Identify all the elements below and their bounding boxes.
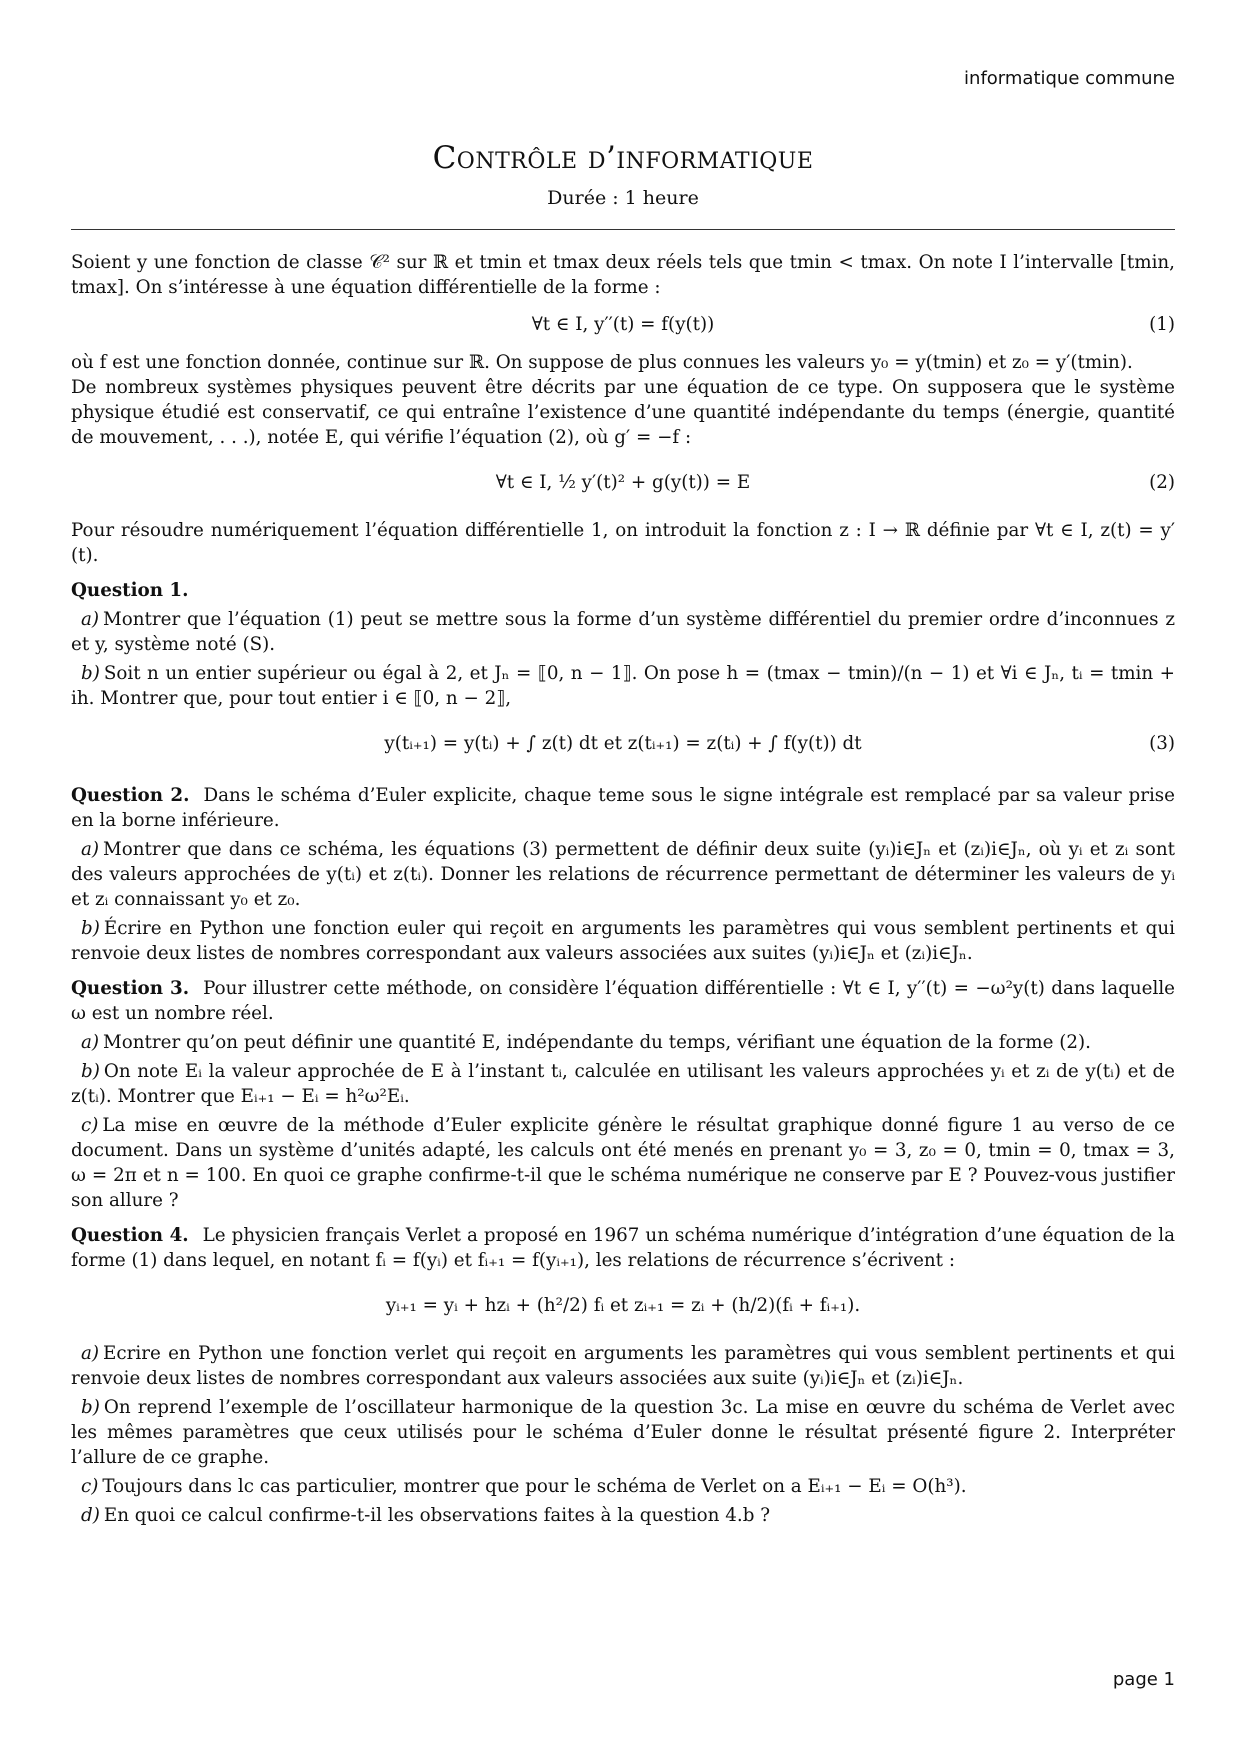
question-4-title: Question 4. (71, 1225, 189, 1246)
question-1a-text: Montrer que l’équation (1) peut se mettre sous la forme d’un système différentiel du premier ordre d’inconnues z et y, système noté (S). (71, 609, 1175, 655)
question-4-text: Le physicien français Verlet a proposé en 1967 un schéma numérique d’intégration d’une équation de la forme (1) dans lequel, en notant fᵢ = f(yᵢ) et fᵢ₊₁ = f(yᵢ₊₁), les relations de récurrence s’écrivent : (71, 1225, 1175, 1271)
question-3c (71, 1113, 1175, 1213)
equation-4 (71, 1277, 1175, 1335)
question-4c-text: Toujours dans lc cas particulier, montrer que pour le schéma de Verlet on a Eᵢ₊₁ − Eᵢ = O(h³). (102, 1476, 967, 1497)
question-3a-label: a) (81, 1032, 100, 1053)
page-title: Contrôle d’informatique (432, 140, 814, 176)
question-3b-label: b) (81, 1061, 100, 1082)
question-2-title: Question 2. (71, 785, 190, 806)
question-4a (71, 1341, 1175, 1391)
equation-3 (71, 715, 1175, 773)
equation-2 (71, 454, 1175, 512)
question-3c-label: c) (81, 1115, 99, 1136)
intro-paragraph-2: où f est une fonction donnée, continue sur ℝ. On suppose de plus connues les valeurs y₀ = y(tmin) et z₀ = y′(tmin). (71, 352, 1133, 373)
main-content (71, 250, 1175, 1528)
question-3b (71, 1059, 1175, 1109)
equation-3-body: y(tᵢ₊₁) = y(tᵢ) + ∫ z(t) dt et z(tᵢ₊₁) = z(tᵢ) + ∫ f(y(t)) dt (384, 733, 862, 754)
equation-3-number: (3) (1149, 733, 1175, 754)
question-4a-label: a) (81, 1343, 100, 1364)
question-2b (71, 916, 1175, 966)
title-rule (71, 229, 1175, 230)
intro-paragraph-4: Pour résoudre numériquement l’équation différentielle 1, on introduit la fonction z : I → ℝ définie par ∀t ∈ I, z(t) = y′(t). (71, 520, 1175, 566)
question-2-text: Dans le schéma d’Euler explicite, chaque teme sous le signe intégrale est remplacé par sa valeur prise en la borne inférieure. (71, 785, 1175, 831)
equation-2-number: (2) (1149, 472, 1175, 493)
equation-1-body: ∀t ∈ I, y′′(t) = f(y(t)) (531, 314, 715, 335)
intro-paragraph-1: Soient y une fonction de classe 𝒞² sur ℝ et tmin et tmax deux réels tels que tmin < tmax. On note I l’intervalle [tmin, tmax]. On s’intéresse à une équation différentielle de la forme : (71, 252, 1175, 298)
question-4d (71, 1503, 1175, 1528)
question-3-title: Question 3. (71, 978, 190, 999)
question-3b-text: On note Eᵢ la valeur approchée de E à l’instant tᵢ, calculée en utilisant les valeurs approchées yᵢ et zᵢ de y(tᵢ) et de z(tᵢ). Montrer que Eᵢ₊₁ − Eᵢ = h²ω²Eᵢ. (71, 1061, 1175, 1107)
page-number: page 1 (1112, 1669, 1175, 1690)
question-2a-label: a) (81, 839, 100, 860)
question-3c-text: La mise en œuvre de la méthode d’Euler explicite génère le résultat graphique donné figure 1 au verso de ce document. Dans un système d’unités adapté, les calculs ont été menés en prenant y₀ = 3, z₀ = 0, tmin = 0, tmax = 3, ω = 2π et n = 100. En quoi ce graphe confirme-t-il que le schéma numérique ne conserve par E ? Pouvez-vous justifier son allure ? (71, 1115, 1175, 1211)
equation-1 (71, 304, 1175, 344)
question-2b-label: b) (81, 918, 100, 939)
question-3-intro (71, 976, 1175, 1026)
question-4-intro (71, 1223, 1175, 1273)
question-3-text: Pour illustrer cette méthode, on considère l’équation différentielle : ∀t ∈ I, y′′(t) = −ω²y(t) dans laquelle ω est un nombre réel. (71, 978, 1175, 1024)
question-4a-text: Ecrire en Python une fonction verlet qui reçoit en arguments les paramètres qui vous semblent pertinents et qui renvoie deux listes de nombres correspondant aux valeurs associées aux suite (yᵢ)i∈Jₙ et (zᵢ)i∈Jₙ. (71, 1343, 1175, 1389)
question-2-intro (71, 783, 1175, 833)
question-2b-text: Écrire en Python une fonction euler qui reçoit en arguments les paramètres qui vous semblent pertinents et qui renvoie deux listes de nombres correspondant aux valeurs associées aux suites (yᵢ)i∈Jₙ et (zᵢ)i∈Jₙ. (71, 918, 1175, 964)
question-1-title: Question 1. (71, 580, 189, 601)
question-2a (71, 837, 1175, 912)
question-3a-text: Montrer qu’on peut définir une quantité E, indépendante du temps, vérifiant une équation de la forme (2). (103, 1032, 1091, 1053)
duration: Durée : 1 heure (547, 187, 699, 209)
question-1a-label: a) (81, 609, 100, 630)
question-4c (71, 1474, 1175, 1499)
question-4b-text: On reprend l’exemple de l’oscillateur harmonique de la question 3c. La mise en œuvre du schéma de Verlet avec les mêmes paramètres que ceux utilisés pour le schéma d’Euler donne le résultat présenté figure 2. Interpréter l’allure de ce graphe. (71, 1397, 1175, 1468)
equation-4-body: yᵢ₊₁ = yᵢ + hzᵢ + (h²/2) fᵢ et zᵢ₊₁ = zᵢ + (h/2)(fᵢ + fᵢ₊₁). (385, 1295, 861, 1316)
question-1b-text: Soit n un entier supérieur ou égal à 2, et Jₙ = ⟦0, n − 1⟧. On pose h = (tmax − tmin)/(n − 1) et ∀i ∈ Jₙ, tᵢ = tmin + ih. Montrer que, pour tout entier i ∈ ⟦0, n − 2⟧, (71, 663, 1175, 709)
question-1-heading (71, 578, 1175, 603)
question-1b (71, 661, 1175, 711)
equation-1-number: (1) (1149, 314, 1175, 335)
question-4b-label: b) (81, 1397, 100, 1418)
question-2a-text: Montrer que dans ce schéma, les équations (3) permettent de définir deux suite (yᵢ)i∈Jₙ et (zᵢ)i∈Jₙ, où yᵢ et zᵢ sont des valeurs approchées de y(tᵢ) et z(tᵢ). Donner les relations de récurrence permettant de déterminer les valeurs de yᵢ et zᵢ connaissant y₀ et z₀. (71, 839, 1175, 910)
question-4b (71, 1395, 1175, 1470)
intro-paragraph-3: De nombreux systèmes physiques peuvent être décrits par une équation de ce type. On supposera que le système physique étudié est conservatif, ce qui entraîne l’existence d’une quantité indépendante du temps (énergie, quantité de mouvement, . . .), notée E, qui vérifie l’équation (2), où g′ = −f : (71, 377, 1175, 448)
question-1b-label: b) (81, 663, 100, 684)
question-4c-label: c) (81, 1476, 99, 1497)
question-4d-text: En quoi ce calcul confirme-t-il les observations faites à la question 4.b ? (103, 1505, 771, 1526)
equation-2-body: ∀t ∈ I, ½ y′(t)² + g(y(t)) = E (495, 472, 751, 493)
question-4d-label: d) (81, 1505, 100, 1526)
header-label: informatique commune (964, 68, 1175, 89)
question-1a (71, 607, 1175, 657)
question-3a (71, 1030, 1175, 1055)
